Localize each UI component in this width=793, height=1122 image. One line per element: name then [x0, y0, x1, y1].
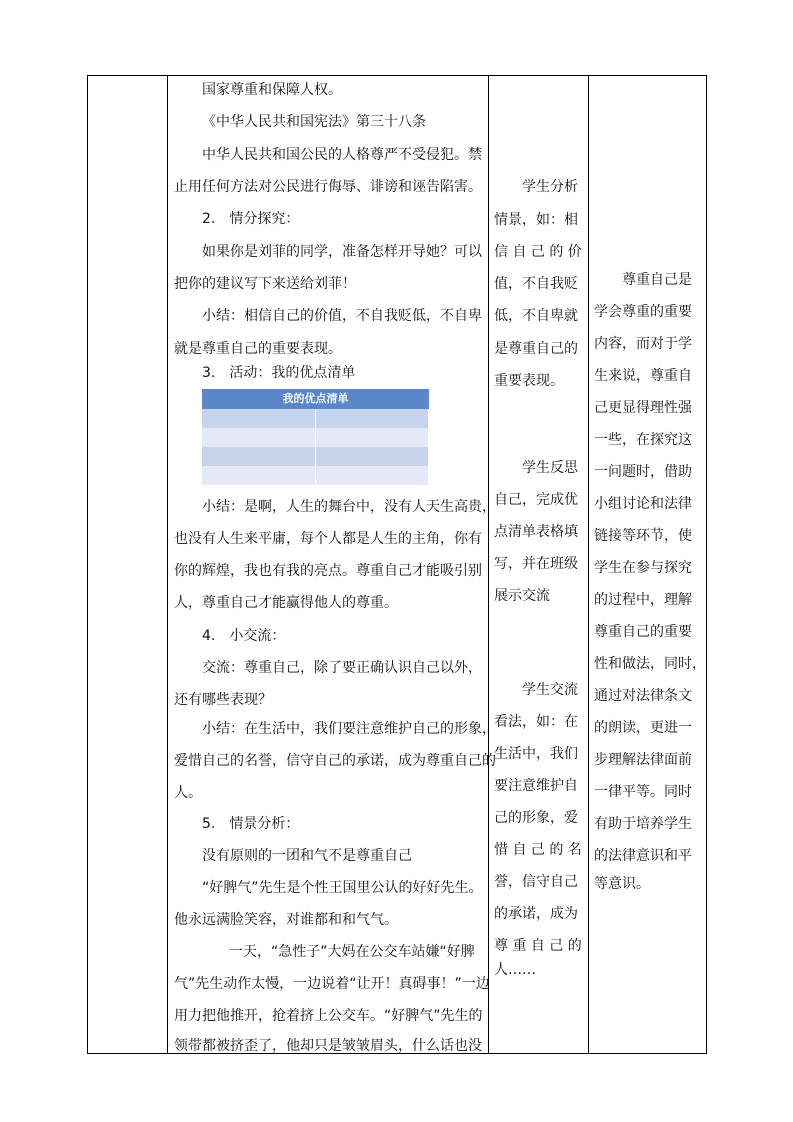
section-heading: 4. 小交流：	[202, 628, 286, 644]
student-line: 重要表现。	[494, 373, 564, 389]
table-top-border	[87, 75, 707, 76]
table-col-border-2	[167, 75, 168, 1054]
intent-line: 性和做法，同时，	[594, 656, 706, 672]
student-line: 自己，完成优	[494, 492, 578, 508]
intent-line: 生来说，尊重自	[594, 368, 692, 384]
table-col-border-1	[87, 75, 88, 1054]
intent-line: 小组讨论和法律	[594, 496, 692, 512]
main-line: 止用任何方法对公民进行侮辱、诽谤和诬告陷害。	[174, 179, 482, 195]
section-heading: 3. 活动：我的优点清单	[202, 365, 356, 381]
table-row	[202, 428, 429, 447]
intent-line: 学生在参与探究	[594, 560, 692, 576]
main-line: 一天，“急性子”大妈在公交车站嫌“好脾	[229, 944, 475, 960]
student-line: 写，并在班级	[494, 556, 578, 572]
intent-line: 的过程中，理解	[594, 592, 692, 608]
main-line: 小结：相信自己的价值，不自我贬低，不自卑	[202, 308, 482, 324]
table-cell	[202, 409, 316, 428]
student-line: 看法，如：在	[494, 714, 578, 730]
student-line: 低，不自卑就	[494, 308, 578, 324]
table-col-border-5	[706, 75, 707, 1054]
main-line: 小结：是啊，人生的舞台中，没有人天生高贵，	[202, 499, 496, 515]
table-col-border-3	[488, 75, 489, 1054]
student-line: 要注意维护自	[494, 778, 578, 794]
table-cell	[316, 409, 430, 428]
intent-line: 步理解法律面前	[594, 752, 692, 768]
student-line: 学生分析	[522, 179, 578, 195]
student-line: 点清单表格填	[494, 524, 578, 540]
strengths-list-table	[202, 389, 429, 485]
student-line: 人……	[494, 962, 536, 978]
student-line: 学生反思	[522, 460, 578, 476]
main-line: 没有原则的一团和气不是尊重自己	[202, 848, 412, 864]
intent-line: 的法律意识和平	[594, 848, 692, 864]
main-line: 用力把他推开，抢着挤上公交车。“好脾气”先生的	[174, 1008, 483, 1024]
main-line: 交流：尊重自己，除了要正确认识自己以外，	[202, 660, 482, 676]
student-line: 是尊重自己的	[494, 341, 578, 357]
intent-line: 通过对法律条文	[594, 688, 692, 704]
table-row	[202, 447, 429, 466]
table-row	[202, 466, 429, 485]
intent-line: 有助于培养学生	[594, 816, 692, 832]
intent-line: 己更显得理性强	[594, 400, 692, 416]
main-line: 国家尊重和保障人权。	[202, 82, 342, 98]
main-line: 人。	[174, 785, 202, 801]
table-row	[202, 409, 429, 428]
intent-line: 的朗读，更进一	[594, 720, 692, 736]
student-line: 誉，信守自己	[494, 874, 578, 890]
main-line: 小结：在生活中，我们要注意维护自己的形象，	[202, 721, 496, 737]
student-line: 展示交流	[494, 588, 550, 604]
main-line: 就是尊重自己的重要表现。	[174, 341, 342, 357]
main-line: 如果你是刘菲的同学，准备怎样开导她？可以	[202, 244, 482, 260]
student-line: 己的形象，爱	[494, 810, 578, 826]
main-line: 中华人民共和国公民的人格尊严不受侵犯。禁	[202, 147, 482, 163]
intent-line: 等意识。	[594, 876, 650, 892]
intent-line: 尊重自己的重要	[594, 624, 692, 640]
student-line: 情景，如：相	[494, 212, 578, 228]
main-line: 领带都被挤歪了，他却只是皱皱眉头，什么话也没	[174, 1038, 482, 1054]
intent-line: 链接等环节，使	[594, 528, 692, 544]
intent-line: 一问题时，借助	[594, 464, 692, 480]
intent-line: 内容，而对于学	[594, 336, 692, 352]
main-line: “好脾气”先生是个性王国里公认的好好先生。	[202, 880, 483, 896]
student-line: 信 自 己 的 价	[494, 244, 582, 260]
student-line: 尊 重 自 己 的	[494, 938, 582, 954]
section-heading: 5. 情景分析：	[202, 816, 300, 832]
table-cell	[202, 466, 316, 485]
main-line: 《中华人民共和国宪法》第三十八条	[202, 114, 426, 130]
main-line: 人，尊重自己才能赢得他人的尊重。	[174, 595, 398, 611]
strengths-table-title: 我的优点清单	[202, 389, 429, 409]
table-cell	[202, 428, 316, 447]
intent-line: 尊重自己是	[622, 272, 692, 288]
main-line: 也没有人生来平庸，每个人都是人生的主角，你有	[174, 531, 482, 547]
section-heading: 2. 情分探究：	[202, 211, 300, 227]
main-line: 还有哪些表现？	[174, 692, 272, 708]
intent-line: 一些，在探究这	[594, 432, 692, 448]
student-line: 惜 自 己 的 名	[494, 842, 582, 858]
table-cell	[316, 428, 430, 447]
student-line: 生活中，我们	[494, 746, 578, 762]
student-line: 的承诺，成为	[494, 906, 578, 922]
main-line: 气”先生动作太慢，一边说着“让开！真碍事！”一边	[174, 976, 490, 992]
table-cell	[202, 447, 316, 466]
student-line: 学生交流	[522, 682, 578, 698]
student-line: 值，不自我贬	[494, 276, 578, 292]
main-line: 你的辉煌，我也有我的亮点。尊重自己才能吸引别	[174, 563, 482, 579]
table-cell	[316, 447, 430, 466]
main-line: 他永远满脸笑容，对谁都和和气气。	[174, 912, 398, 928]
intent-line: 学会尊重的重要	[594, 304, 692, 320]
table-cell	[316, 466, 430, 485]
main-line: 把你的建议写下来送给刘菲！	[174, 276, 356, 292]
intent-line: 一律平等。同时	[594, 784, 692, 800]
table-col-border-4	[588, 75, 589, 1054]
main-line: 爱惜自己的名誉，信守自己的承诺，成为尊重自己的	[174, 753, 496, 769]
